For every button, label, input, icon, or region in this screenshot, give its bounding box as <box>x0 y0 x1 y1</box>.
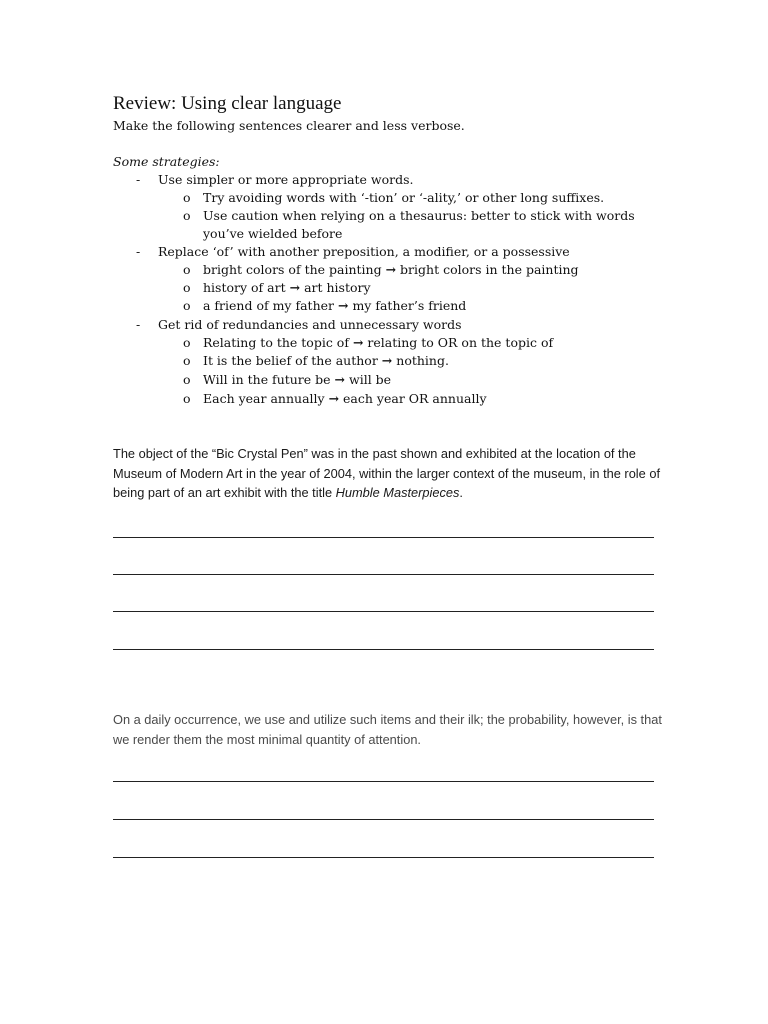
circle-bullet: o <box>183 353 191 368</box>
exercise-sentence-2: On a daily occurrence, we use and utilize such items and their ilk; the probability, however, is that we render them the most minimal quantity of attention. <box>113 712 662 747</box>
answer-line[interactable] <box>113 819 654 820</box>
exercise-text-end: . <box>459 485 463 500</box>
circle-bullet: o <box>183 262 191 277</box>
example-after: my father’s friend <box>352 298 467 313</box>
example-before: history of art <box>203 280 286 295</box>
strategy-label: Use simpler or more appropriate words. <box>158 172 414 187</box>
example-after: art history <box>304 280 371 295</box>
example-item <box>203 334 553 352</box>
example-after: will be <box>349 372 392 387</box>
example-before: Each year annually <box>203 391 325 406</box>
instruction-text: Make the following sentences clearer and less verbose. <box>113 118 465 133</box>
circle-bullet: o <box>183 335 191 350</box>
strategy-item: Try avoiding words with ‘-tion’ or ‘-ality,’ or other long suffixes. <box>203 190 605 205</box>
circle-bullet: o <box>183 280 191 295</box>
example-item <box>203 261 579 279</box>
exercise-text: The object of the “Bic Crystal Pen” was in the past shown and exhibited at the location of the Museum of Modern Art in the year of 2004, within the larger context of the museum, in the role of being part of an art exhibit with the title <box>113 446 660 500</box>
answer-line[interactable] <box>113 537 654 538</box>
strategy-label: Replace ‘of’ with another preposition, a modifier, or a possessive <box>158 244 570 259</box>
arrow-right-icon: → <box>381 353 393 368</box>
arrow-right-icon: → <box>334 372 346 387</box>
answer-line[interactable] <box>113 611 654 612</box>
example-after: relating to OR on the topic of <box>367 335 554 350</box>
example-before: a friend of my father <box>203 298 334 313</box>
example-after: bright colors in the painting <box>400 262 579 277</box>
answer-line[interactable] <box>113 649 654 650</box>
exhibit-title: Humble Masterpieces <box>335 485 460 500</box>
arrow-right-icon: → <box>328 391 340 406</box>
arrow-right-icon: → <box>352 335 364 350</box>
circle-bullet: o <box>183 391 191 406</box>
circle-bullet: o <box>183 190 191 205</box>
example-before: Will in the future be <box>203 372 331 387</box>
example-item <box>203 371 391 389</box>
example-item <box>203 279 371 297</box>
answer-line[interactable] <box>113 781 654 782</box>
dash-bullet: - <box>136 172 141 187</box>
example-after: nothing. <box>396 353 449 368</box>
circle-bullet: o <box>183 208 191 223</box>
arrow-right-icon: → <box>385 262 397 277</box>
example-after: each year OR annually <box>343 391 487 406</box>
strategy-item: Use caution when relying on a thesaurus: better to stick with words you’ve wielded before <box>203 208 635 241</box>
example-item <box>203 352 449 370</box>
example-item <box>203 297 466 315</box>
example-before: bright colors of the painting <box>203 262 382 277</box>
strategy-label: Get rid of redundancies and unnecessary words <box>158 317 462 332</box>
page-title: Review: Using clear language <box>113 93 342 114</box>
circle-bullet: o <box>183 372 191 387</box>
example-item <box>203 390 487 408</box>
arrow-right-icon: → <box>289 280 301 295</box>
strategies-heading: Some strategies: <box>113 154 220 169</box>
example-before: It is the belief of the author <box>203 353 378 368</box>
arrow-right-icon: → <box>337 298 349 313</box>
exercise-sentence-1 <box>113 444 673 503</box>
dash-bullet: - <box>136 244 141 259</box>
example-before: Relating to the topic of <box>203 335 349 350</box>
dash-bullet: - <box>136 317 141 332</box>
circle-bullet: o <box>183 298 191 313</box>
answer-line[interactable] <box>113 857 654 858</box>
answer-line[interactable] <box>113 574 654 575</box>
